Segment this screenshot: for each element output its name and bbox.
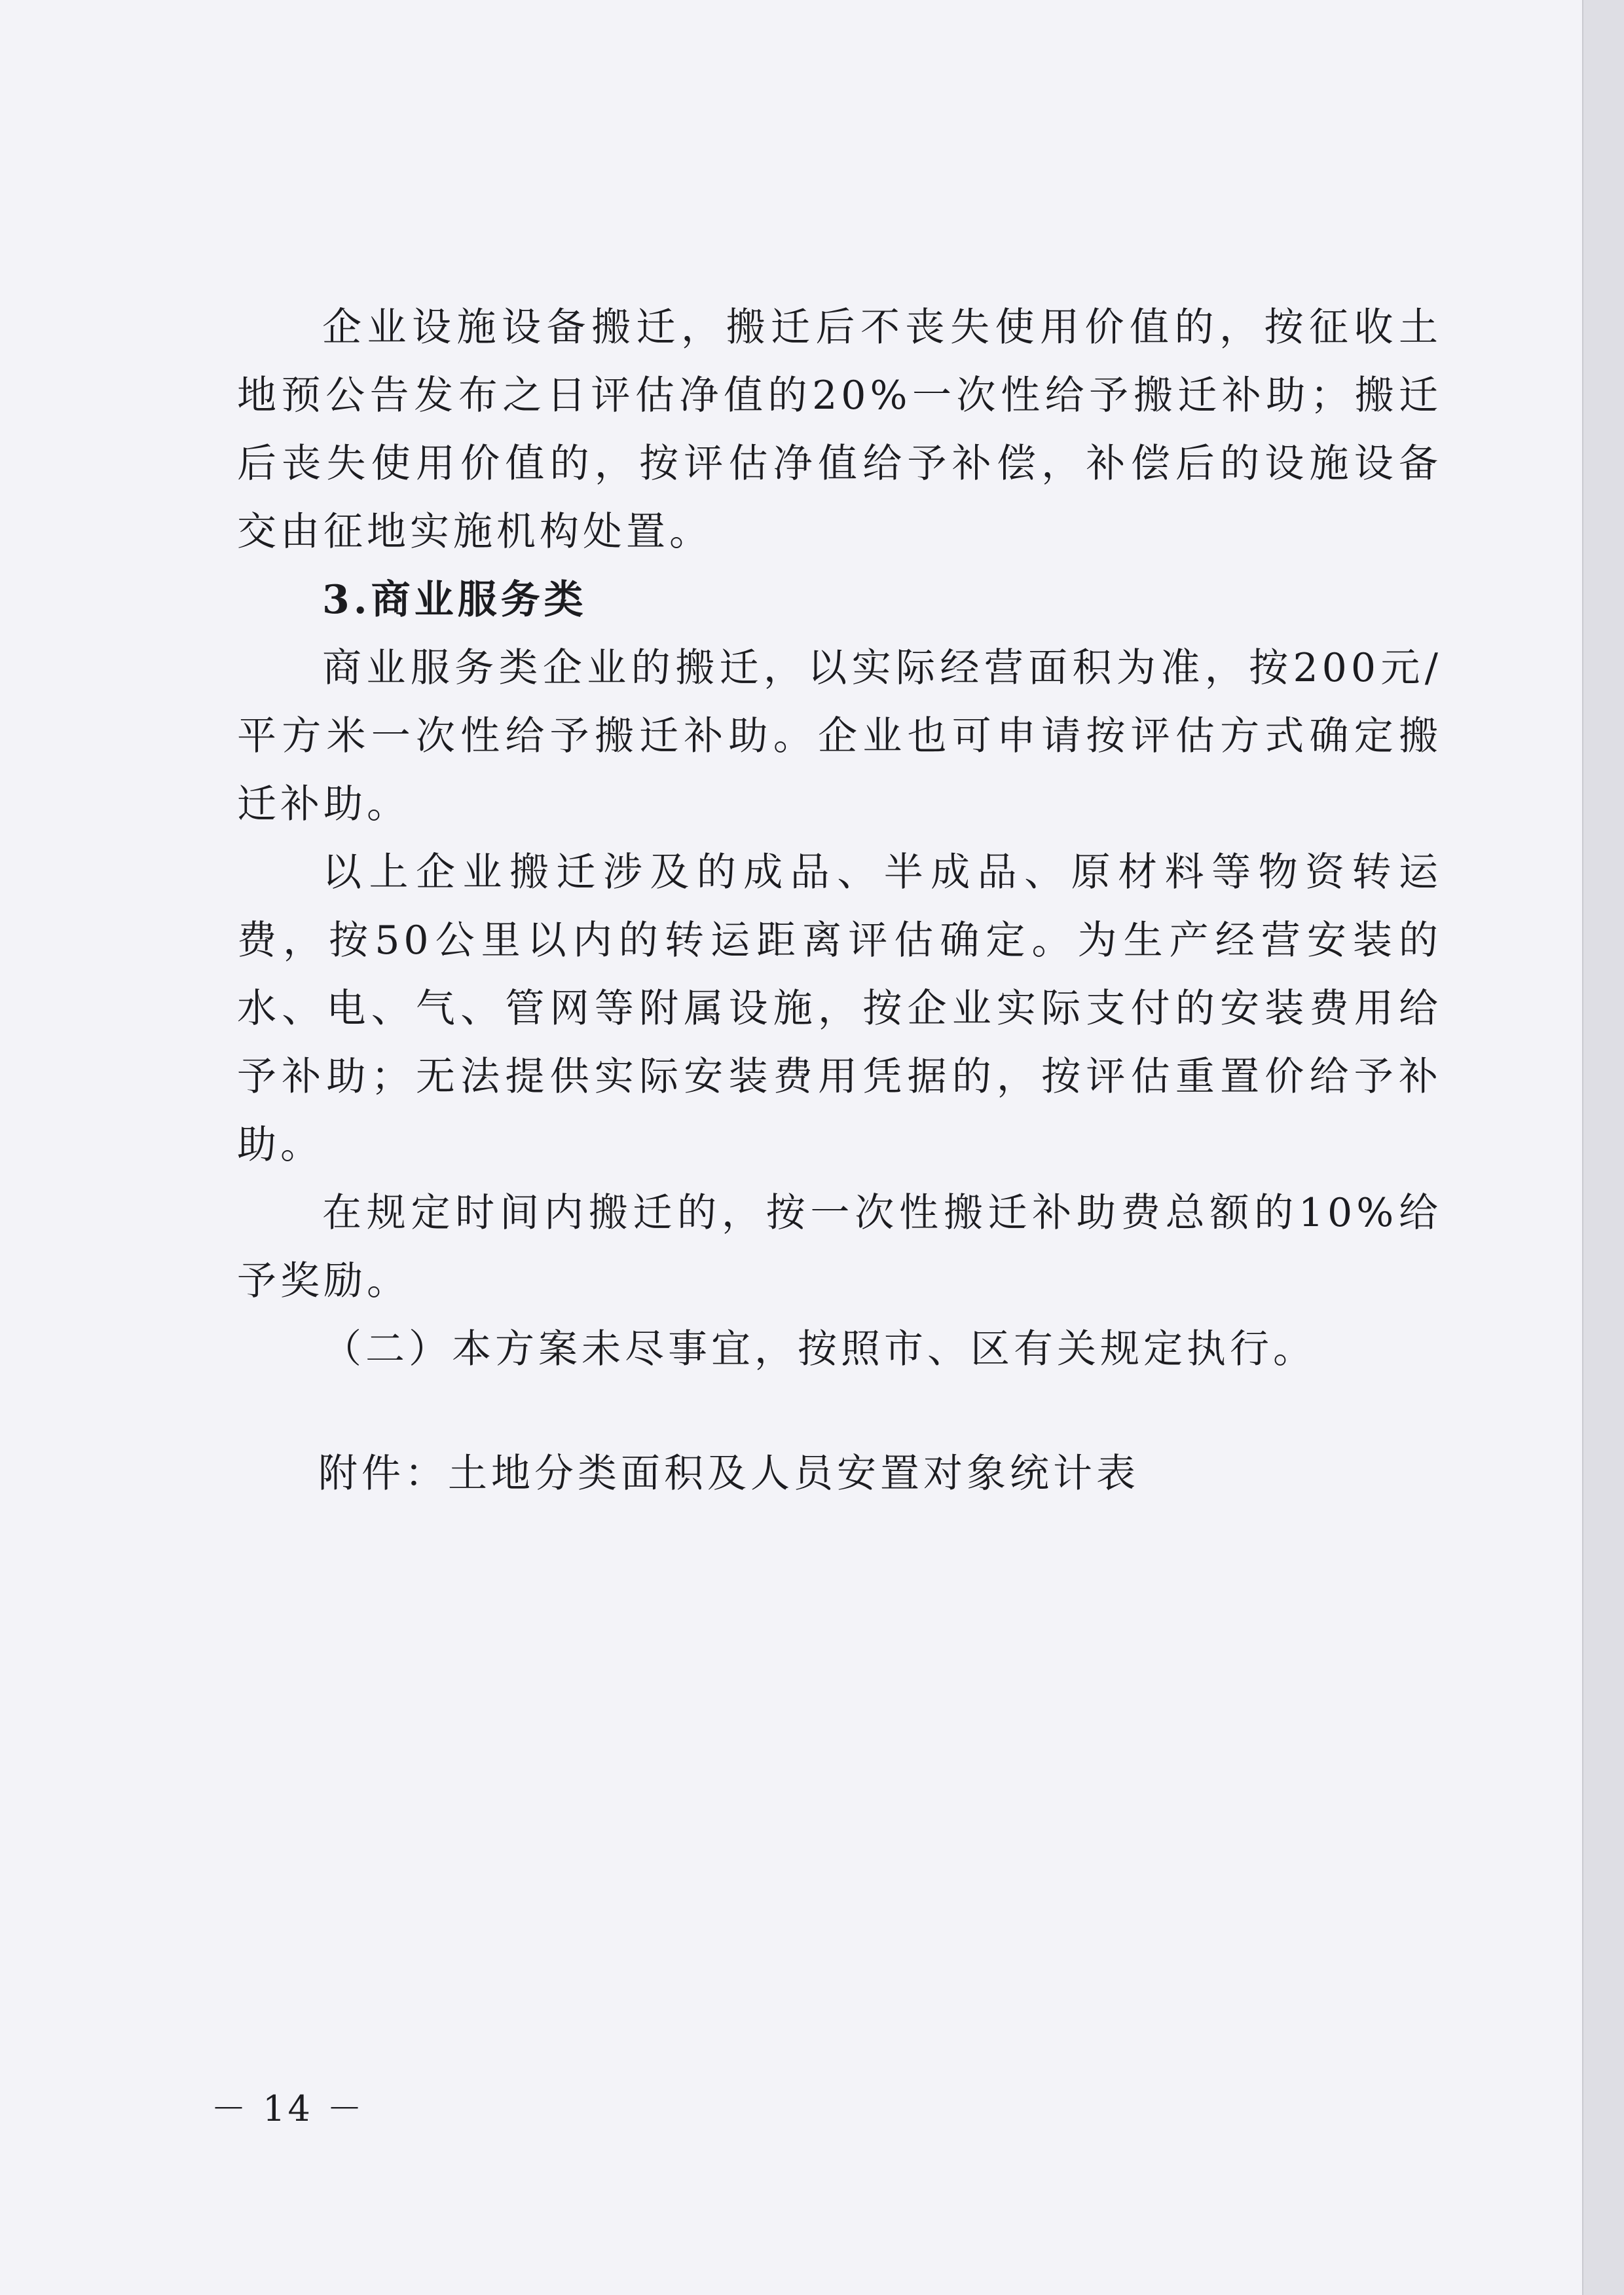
paragraph-equipment-relocation: 企业设施设备搬迁，搬迁后不丧失使用价值的，按征收土地预公告发布之日评估净值的20%一次性给予搬迁补助；搬迁后丧失使用价值的，按评估净值给予补偿，补偿后的设施设备交由征地实施机构处置。 (237, 305, 1442, 555)
page-number: － 14 － (211, 2088, 365, 2129)
paragraph-timely-relocation-reward: 在规定时间内搬迁的，按一次性搬迁补助费总额的10%给予奖励。 (237, 1190, 1442, 1304)
page-edge (1583, 0, 1624, 2295)
attachment-note: 附件：土地分类面积及人员安置对象统计表 (318, 1451, 1139, 1497)
paragraph-commercial-relocation: 商业服务类企业的搬迁，以实际经营面积为准，按200元/平方米一次性给予搬迁补助。企业也可申请按评估方式确定搬迁补助。 (237, 645, 1442, 827)
section-heading-commercial-services: 3.商业服务类 (322, 577, 587, 623)
document-body (237, 293, 1442, 1383)
paragraph-transport-and-facilities: 以上企业搬迁涉及的成品、半成品、原材料等物资转运费，按50公里以内的转运距离评估确定。为生产经营安装的水、电、气、管网等附属设施，按企业实际支付的安装费用给予补助；无法提供实际安装费用凭据的，按评估重置价给予补助。 (237, 849, 1442, 1168)
paragraph-other-matters: （二）本方案未尽事宜，按照市、区有关规定执行。 (322, 1326, 1316, 1372)
